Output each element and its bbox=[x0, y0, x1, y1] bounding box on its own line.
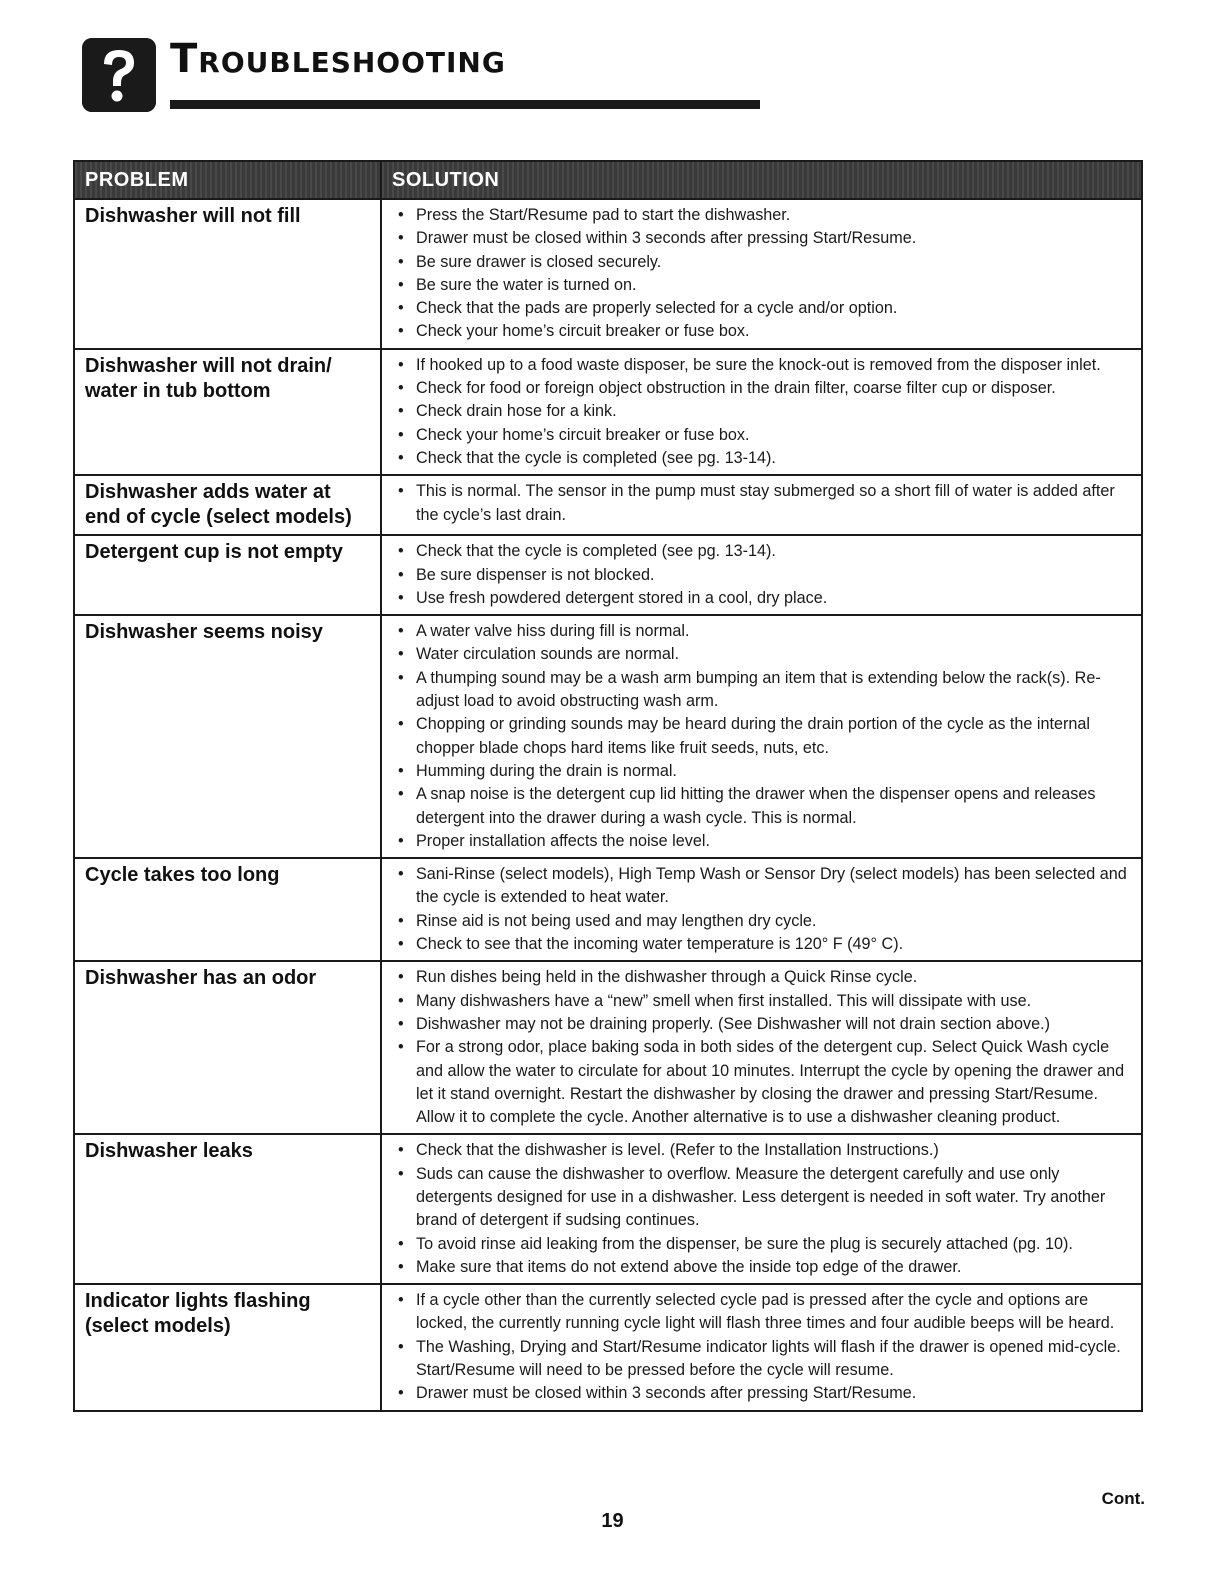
problem-label: Dishwasher will not drain/ water in tub bottom bbox=[85, 354, 332, 402]
solution-item: • Sani-Rinse (select models), High Temp Wash or Sensor Dry (select models) has been selected and the cycle is extended to heat water. bbox=[392, 863, 1131, 910]
solution-item: • Check for food or foreign object obstruction in the drain filter, coarse filter cup or disposer. bbox=[392, 377, 1131, 400]
solution-item: • Check that the cycle is completed (see pg. 13-14). bbox=[392, 447, 1131, 470]
problem-label: Cycle takes too long bbox=[85, 864, 280, 887]
solution-list bbox=[392, 354, 1131, 470]
solution-list bbox=[392, 966, 1131, 1129]
solution-cell bbox=[381, 199, 1142, 349]
solution-cell bbox=[381, 961, 1142, 1134]
problem-cell bbox=[74, 1134, 381, 1284]
column-header-problem: PROBLEM bbox=[74, 161, 381, 199]
solution-list bbox=[392, 1289, 1131, 1405]
table-body bbox=[74, 199, 1142, 1411]
table-row bbox=[74, 1284, 1142, 1410]
table-row bbox=[74, 349, 1142, 475]
solution-cell bbox=[381, 475, 1142, 535]
solution-item: • If hooked up to a food waste disposer, be sure the knock-out is removed from the disposer inlet. bbox=[392, 354, 1131, 377]
troubleshooting-table bbox=[73, 160, 1143, 1412]
solution-item: • Check your home’s circuit breaker or fuse box. bbox=[392, 320, 1131, 343]
solution-item: • Drawer must be closed within 3 seconds after pressing Start/Resume. bbox=[392, 1382, 1131, 1405]
solution-item: • Make sure that items do not extend above the inside top edge of the drawer. bbox=[392, 1256, 1131, 1279]
solution-item: • Humming during the drain is normal. bbox=[392, 760, 1131, 783]
question-mark-icon bbox=[82, 38, 156, 112]
problem-cell bbox=[74, 475, 381, 535]
solution-item: • Check your home’s circuit breaker or fuse box. bbox=[392, 424, 1131, 447]
problem-cell bbox=[74, 858, 381, 961]
page-number: 19 bbox=[601, 1510, 624, 1532]
problem-label: Dishwasher seems noisy bbox=[85, 621, 323, 644]
solution-cell bbox=[381, 1284, 1142, 1410]
solution-item: • If a cycle other than the currently selected cycle pad is pressed after the cycle and options are locked, the currently running cycle light will flash three times and four audible beeps will be heard. bbox=[392, 1289, 1131, 1336]
solution-item: • Rinse aid is not being used and may lengthen dry cycle. bbox=[392, 910, 1131, 933]
solution-item: • Proper installation affects the noise level. bbox=[392, 830, 1131, 853]
solution-item: • Many dishwashers have a “new” smell when first installed. This will dissipate with use. bbox=[392, 990, 1131, 1013]
continued-label: Cont. bbox=[1101, 1489, 1145, 1508]
solution-item: • Check that the pads are properly selected for a cycle and/or option. bbox=[392, 297, 1131, 320]
solution-item: • Be sure dispenser is not blocked. bbox=[392, 564, 1131, 587]
solution-item: • For a strong odor, place baking soda in both sides of the detergent cup. Select Quick Wash cycle and allow the water to circulate for about 10 minutes. Interrupt the cycle by opening the drawer and let it stand overnight. Restart the dishwasher by closing the drawer and pressing Start/Resume. Allow it to complete the cycle. Another alternative is to use a dishwasher cleaning product. bbox=[392, 1036, 1131, 1129]
solution-cell bbox=[381, 615, 1142, 858]
solution-item: • Check that the cycle is completed (see pg. 13-14). bbox=[392, 540, 1131, 563]
problem-label: Dishwasher has an odor bbox=[85, 967, 317, 990]
table-row bbox=[74, 1134, 1142, 1284]
problem-label: Dishwasher adds water at end of cycle (select models) bbox=[85, 481, 352, 529]
solution-item: • Chopping or grinding sounds may be heard during the drain portion of the cycle as the internal chopper blade chops hard items like fruit seeds, nuts, etc. bbox=[392, 713, 1131, 760]
solution-item: • Water circulation sounds are normal. bbox=[392, 643, 1131, 666]
solution-list bbox=[392, 204, 1131, 344]
table-row bbox=[74, 615, 1142, 858]
solution-cell bbox=[381, 349, 1142, 475]
solution-item: • A thumping sound may be a wash arm bumping an item that is extending below the rack(s). Re-adjust load to avoid obstructing wash arm. bbox=[392, 667, 1131, 714]
solution-item: • The Washing, Drying and Start/Resume indicator lights will flash if the drawer is opened mid-cycle. Start/Resume will need to be pressed before the cycle will resume. bbox=[392, 1336, 1131, 1383]
problem-cell bbox=[74, 615, 381, 858]
solution-item: • A water valve hiss during fill is normal. bbox=[392, 620, 1131, 643]
table-header-row bbox=[74, 161, 1142, 199]
solution-item: • Dishwasher may not be draining properly. (See Dishwasher will not drain section above.) bbox=[392, 1013, 1131, 1036]
problem-label: Dishwasher will not fill bbox=[85, 205, 301, 227]
problem-cell bbox=[74, 1284, 381, 1410]
table-row bbox=[74, 535, 1142, 615]
solution-item: • Check drain hose for a kink. bbox=[392, 400, 1131, 423]
solution-list bbox=[392, 1139, 1131, 1279]
column-header-solution: SOLUTION bbox=[381, 161, 1142, 199]
solution-item: • Be sure drawer is closed securely. bbox=[392, 251, 1131, 274]
page-title: Troubleshooting bbox=[170, 36, 506, 82]
solution-list bbox=[392, 540, 1131, 610]
solution-list bbox=[392, 480, 1131, 527]
solution-item: • Use fresh powdered detergent stored in a cool, dry place. bbox=[392, 587, 1131, 610]
solution-item: • Check to see that the incoming water temperature is 120° F (49° C). bbox=[392, 933, 1131, 956]
solution-item: • Drawer must be closed within 3 seconds after pressing Start/Resume. bbox=[392, 227, 1131, 250]
table-row bbox=[74, 961, 1142, 1134]
solution-item: • Be sure the water is turned on. bbox=[392, 274, 1131, 297]
problem-label: Dishwasher leaks bbox=[85, 1140, 253, 1163]
table-row bbox=[74, 199, 1142, 349]
solution-item: • Check that the dishwasher is level. (Refer to the Installation Instructions.) bbox=[392, 1139, 1131, 1162]
solution-item: • This is normal. The sensor in the pump must stay submerged so a short fill of water is added after the cycle’s last drain. bbox=[392, 480, 1131, 527]
solution-item: • Press the Start/Resume pad to start the dishwasher. bbox=[392, 204, 1131, 227]
table-row bbox=[74, 475, 1142, 535]
table-row bbox=[74, 858, 1142, 961]
title-underline bbox=[170, 100, 760, 109]
page-header bbox=[82, 38, 682, 114]
problem-label: Detergent cup is not empty bbox=[85, 541, 343, 564]
problem-cell bbox=[74, 349, 381, 475]
solution-item: • To avoid rinse aid leaking from the dispenser, be sure the plug is securely attached (pg. 10). bbox=[392, 1233, 1131, 1256]
problem-cell bbox=[74, 199, 381, 349]
problem-label: Indicator lights flashing (select models) bbox=[85, 1290, 311, 1338]
solution-item: • Run dishes being held in the dishwasher through a Quick Rinse cycle. bbox=[392, 966, 1131, 989]
solution-cell bbox=[381, 1134, 1142, 1284]
solution-item: • A snap noise is the detergent cup lid hitting the drawer when the dispenser opens and releases detergent into the drawer during a wash cycle. This is normal. bbox=[392, 783, 1131, 830]
problem-cell bbox=[74, 535, 381, 615]
solution-item: • Suds can cause the dishwasher to overflow. Measure the detergent carefully and use only detergents designed for use in a dishwasher. Less detergent is needed in soft water. Try another brand of detergent if sudsing continues. bbox=[392, 1163, 1131, 1233]
solution-list bbox=[392, 620, 1131, 853]
solution-cell bbox=[381, 535, 1142, 615]
solution-cell bbox=[381, 858, 1142, 961]
problem-cell bbox=[74, 961, 381, 1134]
solution-list bbox=[392, 863, 1131, 956]
